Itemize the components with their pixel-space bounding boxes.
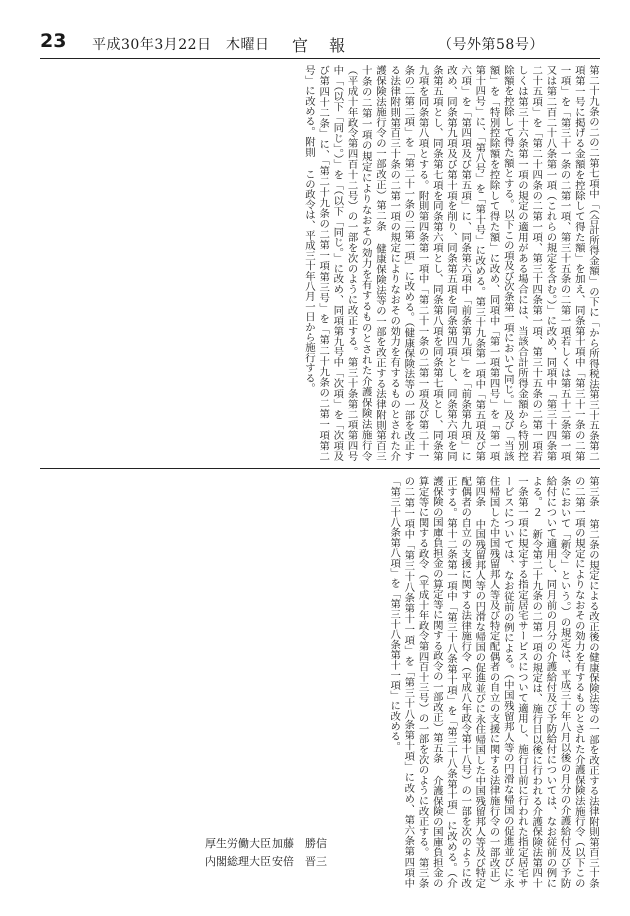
- section-divider: [40, 468, 600, 469]
- header-rule: [40, 58, 600, 59]
- gazette-title: 官 報: [292, 36, 354, 55]
- signatory-role: 厚生労働大臣: [205, 837, 271, 850]
- body-text-top: 第二十九条の二の二第七項中「（合計所得金額」の下に「から所得税法第三十五条第二項第一号に掲げる金額を控除して得た額」を加え、同条第十項中「第三十一条の二第一項」を「第三十一条の二第一項、第三十五条の二第一項若しくは第五十二条第一項又は第二百二十八条第一項（これらの規定を含む。）」に改め、同項中「第三十四条第二十五項」を「第二十四条の二第一項、第三十四条第一項、第三十五条の二第一項若しくは第三十六条第一項の規定の適用がある場合には、当該合計所得金額から特別控除額を控除して得た額とする。以下この項及び次条第一項において同じ。」及び「当該額」を「特別控除額を控除して得た額」に改め、同項中「第一項第四号」を「第一項第十四号」に、「第八号」を「第十号」に改める。第三十九条第一項中「第五項及び第六項」を「第四項及び第五項」に、同条第六項中「前条第九項」を「前条第九項」に改め、同条第九項及び第十項を削り、同条第五項を同条第四項とし、同条第六項を同条第五項とし、同条第七項を同条第六項とし、同条第八項を同条第七項とし、同条第九項を同条第八項とする。附則第四条第一項中「第二十一条の二第一項及び第二十一条の二第二項」を「第二十一条の二第一項」に改める。（健康保険法等の一部を改正する法律附則第百三十条の二第一項の規定によりなおその効力を有するものとされた介護保険法施行令の一部改正）第二条 健康保険法等の一部を改正する法律附則第百三十条の二第一項の規定によりなおその効力を有するものとされた介護保険法施行令（平成十年政令第四百十二号）の一部を次のように改正する。第三十条第二項第四号中「（以下「同じ」。）」を「（以下「同じ。」に改め、同項第九号中「次項」を「次項及び第四十二条」に、「第二十九条の二第一項第三号」を「第二十九条の二第一項第二号」に改める。附則 この政令は、平成三十年八月一日から施行する。: [302, 65, 599, 461]
- page-number: 23: [40, 30, 67, 52]
- signatory-name: 安倍 晋三: [272, 855, 327, 868]
- extra-issue-number: （号外第58号）: [438, 37, 544, 53]
- signatory-name: 加藤 勝信: [272, 837, 327, 850]
- body-text-bottom: 第三条 第二条の規定による改正後の健康保険法等の一部を改正する法律附則第百三十条の二第一項の規定によりなおその効力を有するものとされた介護保険法施行令（以下この条において「新令」という。）の規定は、平成三十年八月以後の月分の介護給付及び予防給付について適用し、同月前の月分の介護給付及び予防給付については、なお従前の例による。２ 新令第二十九条の二第一項の規定は、施行日以後に行われる介護保険法第四十一条第一項に規定する指定居宅サービスについて適用し、施行日前に行われた指定居宅サービスについては、なお従前の例による。（中国残留邦人等の円滑な帰国の促進並びに永住帰国した中国残留邦人等及び特定配偶者の自立の支援に関する法律施行令の一部改正）第四条 中国残留邦人等の円滑な帰国の促進並びに永住帰国した中国残留邦人等及び特定配偶者の自立の支援に関する法律施行令（平成八年政令第十八号）の一部を次のように改正する。第十二条第一項中「第三十八条第十項」を「第三十八条第十項」に改める。（介護保険の国庫負担金の算定等に関する政令の一部改正）第五条 介護保険の国庫負担金の算定等に関する政令（平成十年政令第四百十三号）の一部を次のように改正する。第三条の二第一項中「第三十八条第十一項」を「第三十八条第十項」に改め、第六条第四項中「第三十八条第八項」を「第三十八条第十一項」に改める。: [388, 476, 599, 888]
- issue-date: 平成30年3月22日 木曜日: [92, 37, 270, 53]
- gazette-header: [0, 0, 630, 62]
- signatory-role: 内閣総理大臣: [205, 855, 271, 868]
